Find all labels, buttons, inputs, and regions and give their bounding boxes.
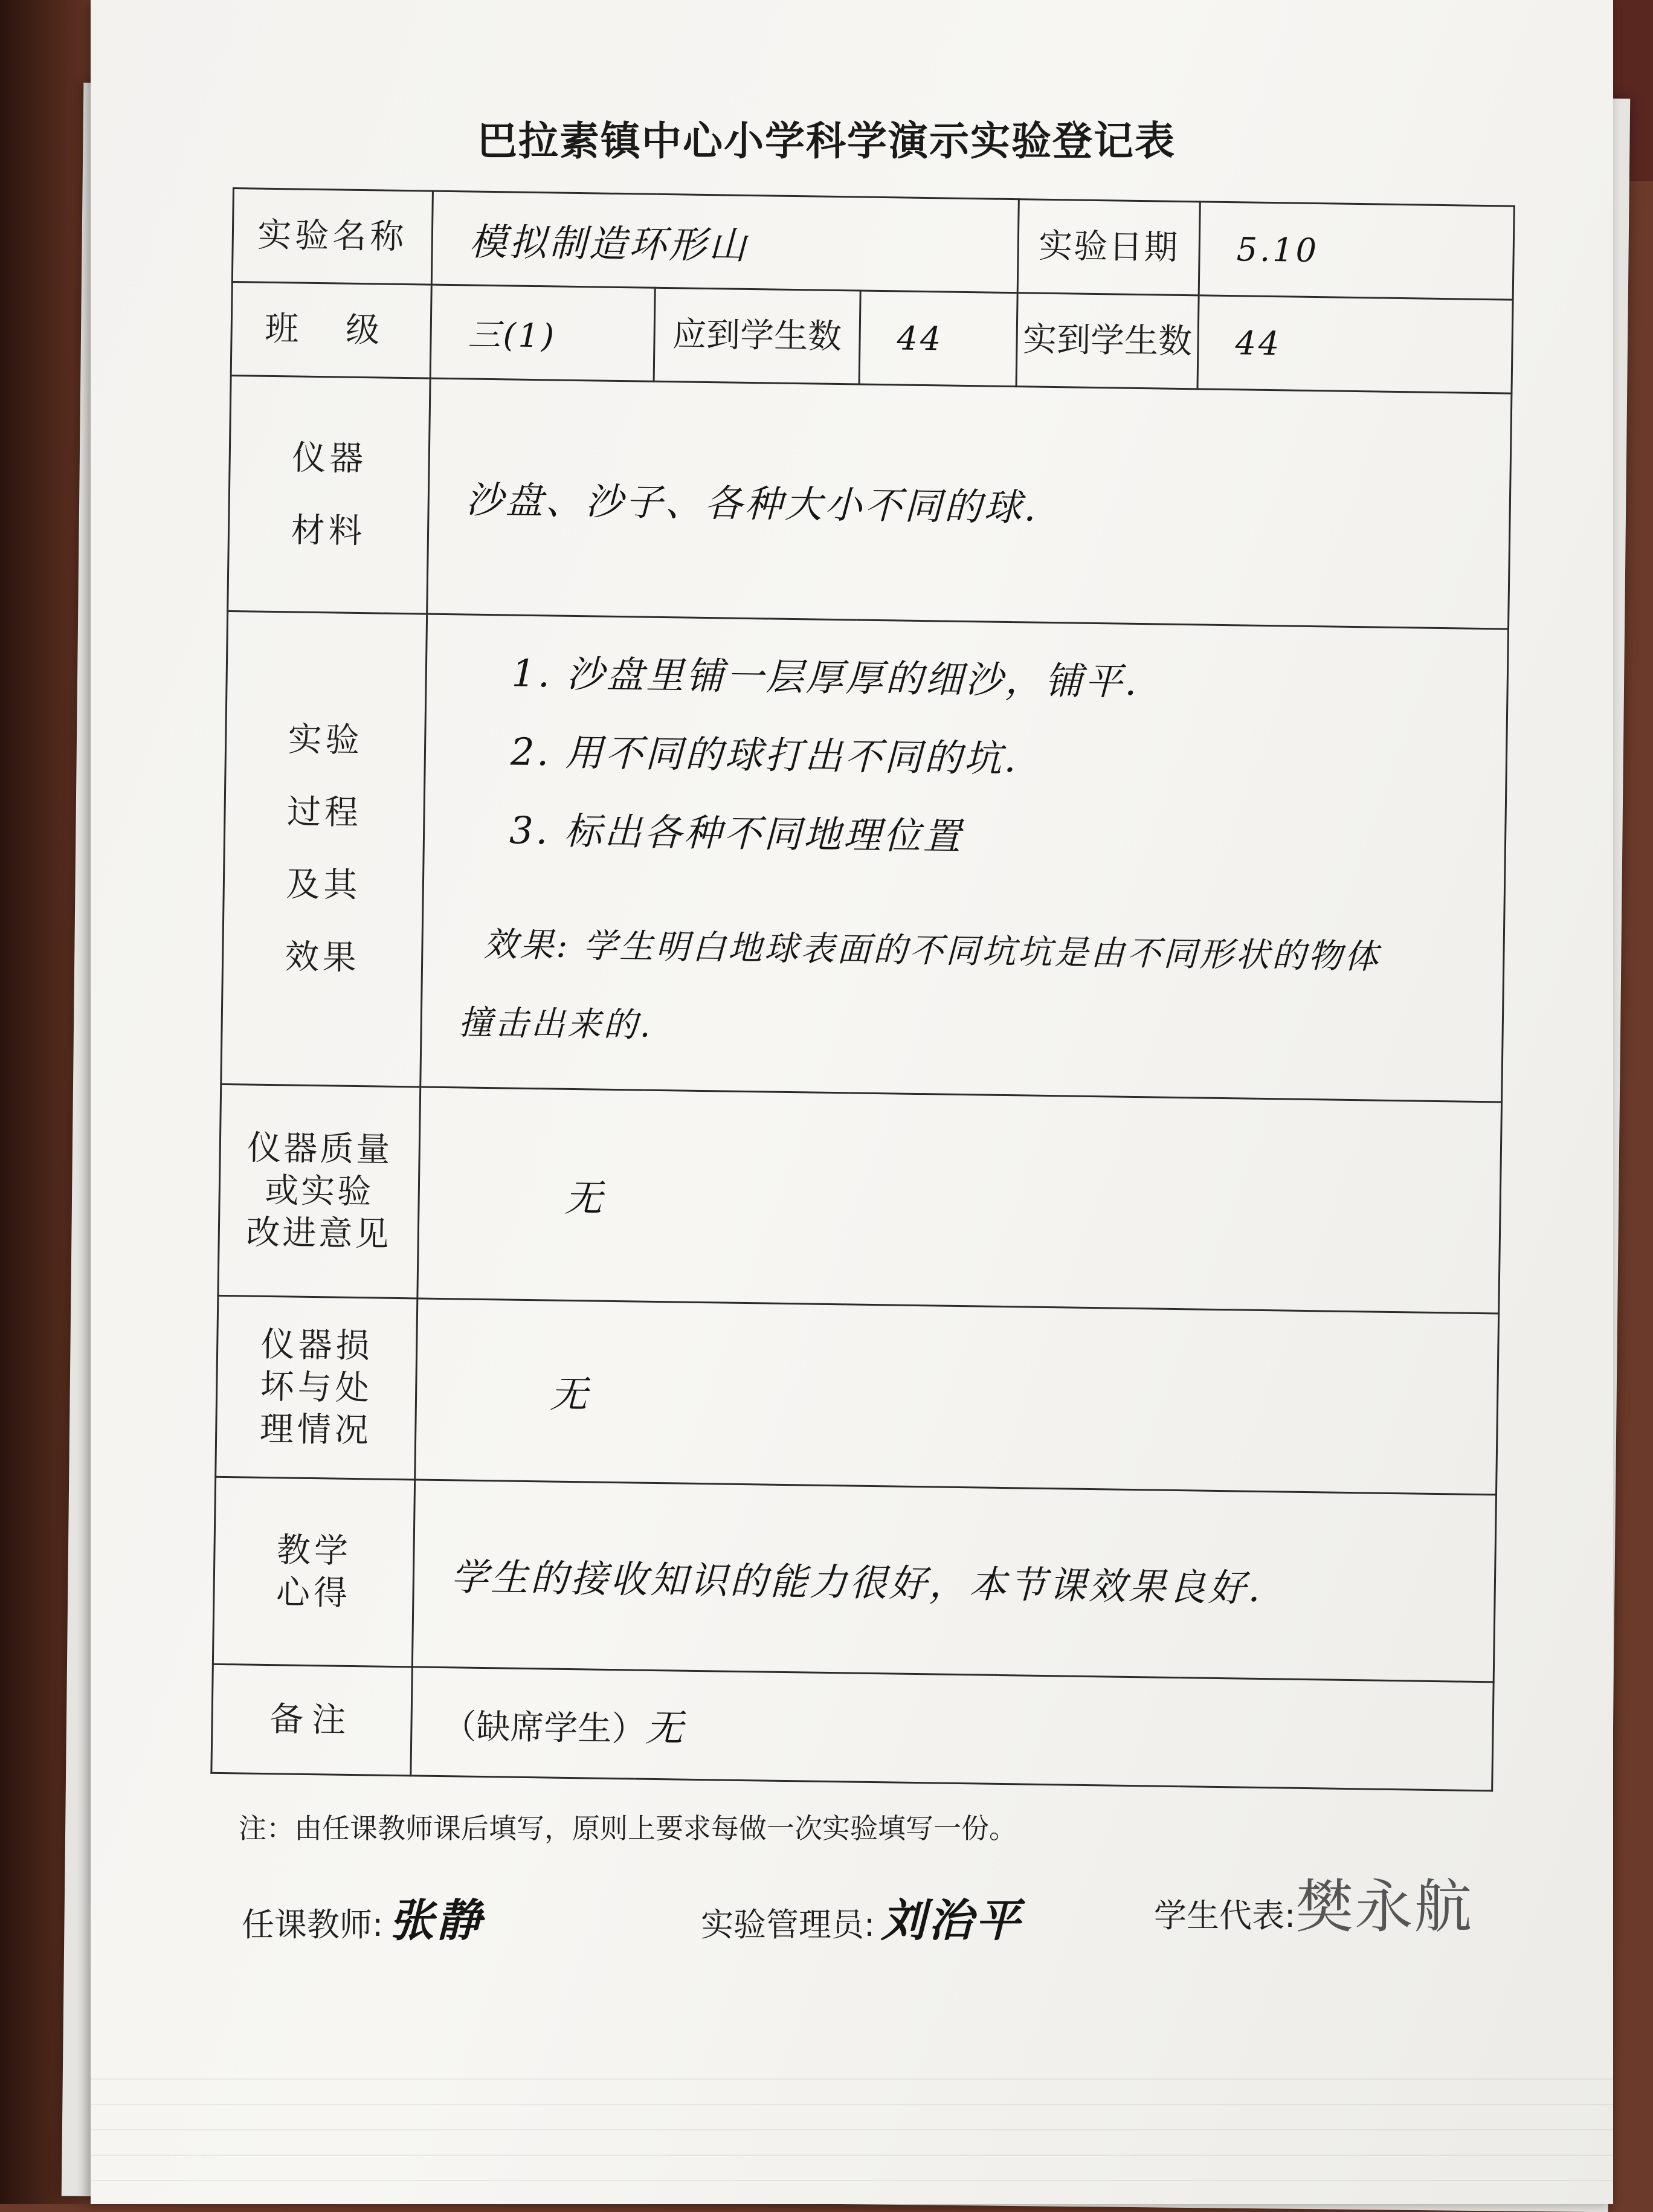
label-expected-students: 应到学生数 (654, 288, 860, 384)
teacher-label: 任课教师: (242, 1906, 384, 1944)
process-step-3: 3. 标出各种不同地理位置 (509, 808, 964, 859)
label-reflection (213, 1477, 414, 1667)
footnote: 注：由任课教师课后填写，原则上要求每做一次实验填写一份。 (239, 1812, 1017, 1845)
quality-text: 无 (564, 1175, 605, 1220)
label-experiment-date: 实验日期 (1017, 199, 1200, 295)
value-experiment-name (431, 191, 1019, 293)
label-experiment-name: 实验名称 (232, 189, 433, 285)
signature-student (1154, 1861, 1473, 1944)
registration-form (210, 187, 1513, 1824)
equipment-text: 沙盘、沙子、各种大小不同的球. (465, 477, 1039, 530)
signature-row (242, 1861, 1498, 1958)
label-reflection-line1: 教学 (276, 1530, 352, 1571)
teacher-signature: 张静 (389, 1895, 484, 1947)
expected-students-text: 44 (897, 318, 944, 358)
student-signature: 樊永航 (1295, 1873, 1474, 1941)
row-quality (218, 1084, 1502, 1314)
label-class: 班 级 (231, 282, 431, 379)
label-damage-line3: 理情况 (259, 1409, 373, 1450)
label-equipment-line1: 仪器 (291, 437, 367, 479)
label-reflection-line2: 心得 (276, 1572, 352, 1613)
value-class (430, 285, 655, 381)
remarks-value: 无 (645, 1705, 686, 1750)
label-equipment-line2: 材料 (291, 510, 367, 551)
value-process (420, 614, 1509, 1102)
value-damage (415, 1298, 1499, 1495)
row-class (231, 282, 1513, 394)
registration-table (210, 187, 1515, 1791)
label-process-line2: 过程 (286, 792, 362, 833)
effect-line-2: 撞击出来的. (458, 1003, 653, 1045)
value-quality (417, 1087, 1502, 1314)
process-step-2: 2. 用不同的球打出不同的坑. (510, 729, 1019, 781)
label-quality (218, 1084, 420, 1298)
damage-text: 无 (549, 1372, 590, 1417)
paper-edge-lines (91, 2054, 1613, 2204)
label-quality-line2: 或实验 (264, 1170, 374, 1211)
label-process-line1: 实验 (288, 720, 364, 761)
row-experiment-name (232, 189, 1514, 300)
value-reflection (412, 1480, 1496, 1682)
label-damage (216, 1295, 417, 1480)
remarks-prefix: （缺席学生） (442, 1707, 646, 1749)
value-remarks (411, 1667, 1494, 1791)
admin-signature: 刘治平 (881, 1895, 1023, 1947)
value-experiment-date (1199, 202, 1514, 300)
experiment-name-text: 模拟制造环形山 (469, 219, 749, 268)
admin-label: 实验管理员: (701, 1906, 875, 1944)
row-equipment (228, 375, 1512, 629)
actual-students-text: 44 (1235, 323, 1282, 363)
signature-teacher (242, 1885, 483, 1949)
reflection-text: 学生的接收知识的能力很好，本节课效果良好. (450, 1555, 1263, 1611)
row-remarks (211, 1664, 1494, 1791)
signature-admin (701, 1885, 1022, 1949)
label-process-line3: 及其 (285, 865, 361, 906)
student-label: 学生代表: (1154, 1897, 1296, 1935)
process-step-1: 1. 沙盘里铺一层厚厚的细沙，铺平. (511, 651, 1139, 705)
label-process (221, 611, 427, 1087)
row-damage (216, 1295, 1499, 1495)
row-process (221, 611, 1509, 1102)
label-process-line4: 效果 (285, 937, 361, 978)
label-quality-line1: 仪器质量 (246, 1127, 393, 1170)
label-damage-line1: 仪器损 (260, 1324, 374, 1366)
row-reflection (213, 1477, 1496, 1682)
label-equipment (228, 375, 430, 614)
form-title: 巴拉素镇中心小学科学演示实验登记表 (477, 118, 1176, 164)
class-text: 三(1) (468, 315, 557, 355)
effect-line-1: 效果: 学生明白地球表面的不同坑坑是由不同形状的物体 (483, 924, 1381, 977)
value-expected-students (859, 291, 1017, 387)
label-actual-students: 实到学生数 (1016, 293, 1199, 389)
value-actual-students (1197, 295, 1513, 393)
experiment-date-text: 5.10 (1236, 230, 1320, 269)
value-equipment (427, 378, 1512, 629)
label-remarks: 备注 (211, 1664, 412, 1776)
label-quality-line3: 改进意见 (245, 1212, 392, 1254)
label-damage-line2: 坏与处 (260, 1367, 373, 1408)
